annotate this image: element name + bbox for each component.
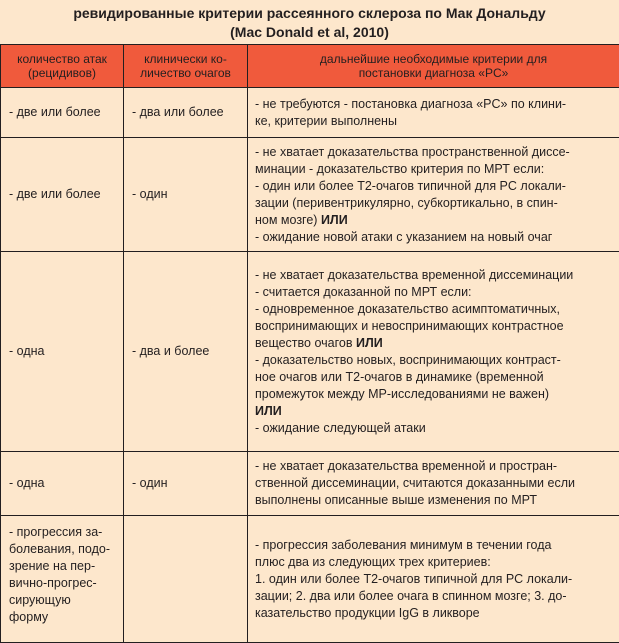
criteria-text: ке, критерии выполнены — [255, 114, 397, 128]
lesions-cell — [124, 138, 248, 252]
criteria-line — [255, 458, 616, 475]
criteria-line — [255, 96, 616, 113]
criteria-text: вещество очагов — [255, 336, 356, 350]
title-block — [0, 0, 619, 44]
lesions-cell-line: - два или более — [132, 104, 247, 121]
criteria-line — [255, 113, 616, 130]
header-attacks-line: количество атак — [1, 52, 123, 66]
criteria-cell — [248, 516, 619, 643]
criteria-text: плюс два из следующих трех критериев: — [255, 555, 491, 569]
criteria-line — [255, 318, 616, 335]
criteria-line — [255, 335, 616, 352]
or-keyword: ИЛИ — [255, 404, 282, 418]
header-lesions-line: клинически ко- — [124, 52, 247, 66]
or-keyword: ИЛИ — [321, 213, 348, 227]
criteria-line — [255, 144, 616, 161]
criteria-text: - не требуются - постановка диагноза «PC» по клини- — [255, 97, 566, 111]
criteria-text: - ожидание новой атаки с указанием на новый очаг — [255, 230, 552, 244]
criteria-text: - одновременное доказательство асимптоматичных, — [255, 302, 560, 316]
criteria-line — [255, 492, 616, 509]
table-row — [1, 452, 619, 516]
criteria-line — [255, 403, 616, 420]
criteria-cell — [248, 452, 619, 516]
criteria-text: - доказательство новых, воспринимающих контраст- — [255, 353, 561, 367]
header-criteria-line: постановки диагноза «PC» — [248, 66, 619, 80]
criteria-line — [255, 537, 616, 554]
criteria-text: казательство продукции IgG в ликворе — [255, 606, 480, 620]
lesions-cell-line: - один — [132, 475, 247, 492]
or-keyword: ИЛИ — [356, 336, 383, 350]
criteria-line — [255, 212, 616, 229]
table-row — [1, 88, 619, 138]
attacks-cell-line: болевания, подо- — [9, 541, 123, 558]
criteria-text: выполнены описанные выше изменения по МРТ — [255, 493, 537, 507]
criteria-text: - не хватает доказательства временной и простран- — [255, 459, 557, 473]
criteria-line — [255, 161, 616, 178]
criteria-line — [255, 420, 616, 437]
lesions-cell-line: - один — [132, 186, 247, 203]
attacks-cell — [1, 516, 124, 643]
attacks-cell-line: - одна — [9, 343, 123, 360]
attacks-cell-line: - одна — [9, 475, 123, 492]
table-row — [1, 138, 619, 252]
criteria-line — [255, 571, 616, 588]
table-row — [1, 516, 619, 643]
lesions-cell-line: - два и более — [132, 343, 247, 360]
criteria-text: - один или более Т2-очагов типичной для PC локали- — [255, 179, 566, 193]
criteria-table — [0, 44, 619, 643]
criteria-line — [255, 301, 616, 318]
lesions-cell — [124, 452, 248, 516]
header-criteria — [248, 45, 619, 88]
attacks-cell — [1, 452, 124, 516]
criteria-line — [255, 267, 616, 284]
criteria-line — [255, 554, 616, 571]
table-body — [1, 88, 619, 643]
header-criteria-line: дальнейшие необходимые критерии для — [248, 52, 619, 66]
criteria-line — [255, 369, 616, 386]
criteria-line — [255, 605, 616, 622]
attacks-cell — [1, 88, 124, 138]
criteria-text: - не хватает доказательства пространственной диссе- — [255, 145, 570, 159]
table-header-row — [1, 45, 619, 88]
attacks-cell-line: - прогрессия за- — [9, 524, 123, 541]
criteria-text: - ожидание следующей атаки — [255, 421, 426, 435]
criteria-cell — [248, 252, 619, 452]
criteria-text: минации - доказательство критерия по МРТ если: — [255, 162, 544, 176]
attacks-cell-line: - две или более — [9, 104, 123, 121]
criteria-line — [255, 178, 616, 195]
criteria-text: зации; 2. два или более очага в спинном мозге; 3. до- — [255, 589, 567, 603]
criteria-text: - считается доказанной по МРТ если: — [255, 285, 472, 299]
criteria-line — [255, 386, 616, 403]
title-line-2: (Mac Donald et al, 2010) — [0, 23, 619, 42]
criteria-text: - не хватает доказательства временной диссеминации — [255, 268, 573, 282]
criteria-line — [255, 475, 616, 492]
attacks-cell-line: сирующую — [9, 592, 123, 609]
header-attacks-line: (рецидивов) — [1, 66, 123, 80]
criteria-text: воспринимающих и невоспринимающих контрастное — [255, 319, 564, 333]
criteria-text: ственной диссеминации, считаются доказанными если — [255, 476, 575, 490]
criteria-text: 1. один или более Т2-очагов типичной для PC локали- — [255, 572, 572, 586]
criteria-line — [255, 588, 616, 605]
table-row — [1, 252, 619, 452]
header-lesions-line: личество очагов — [124, 66, 247, 80]
criteria-cell — [248, 138, 619, 252]
attacks-cell-line: форму — [9, 609, 123, 626]
criteria-cell — [248, 88, 619, 138]
lesions-cell — [124, 88, 248, 138]
lesions-cell — [124, 252, 248, 452]
attacks-cell — [1, 138, 124, 252]
criteria-text: - прогрессия заболевания минимум в течении года — [255, 538, 551, 552]
header-lesions — [124, 45, 248, 88]
attacks-cell-line: - две или более — [9, 186, 123, 203]
attacks-cell-line: вично-прогрес- — [9, 575, 123, 592]
criteria-text: ном мозге) — [255, 213, 321, 227]
criteria-line — [255, 195, 616, 212]
criteria-line — [255, 352, 616, 369]
lesions-cell — [124, 516, 248, 643]
title-line-1: ревидированные критерии рассеянного склероза по Мак Дональду — [0, 4, 619, 23]
criteria-text: зации (перивентрикулярно, субкортикально, в спин- — [255, 196, 558, 210]
criteria-text: промежуток между МР-исследованиями не важен) — [255, 387, 549, 401]
criteria-text: ное очагов или Т2-очагов в динамике (временной — [255, 370, 544, 384]
criteria-line — [255, 284, 616, 301]
attacks-cell — [1, 252, 124, 452]
header-attacks — [1, 45, 124, 88]
attacks-cell-line: зрение на пер- — [9, 558, 123, 575]
criteria-line — [255, 229, 616, 246]
